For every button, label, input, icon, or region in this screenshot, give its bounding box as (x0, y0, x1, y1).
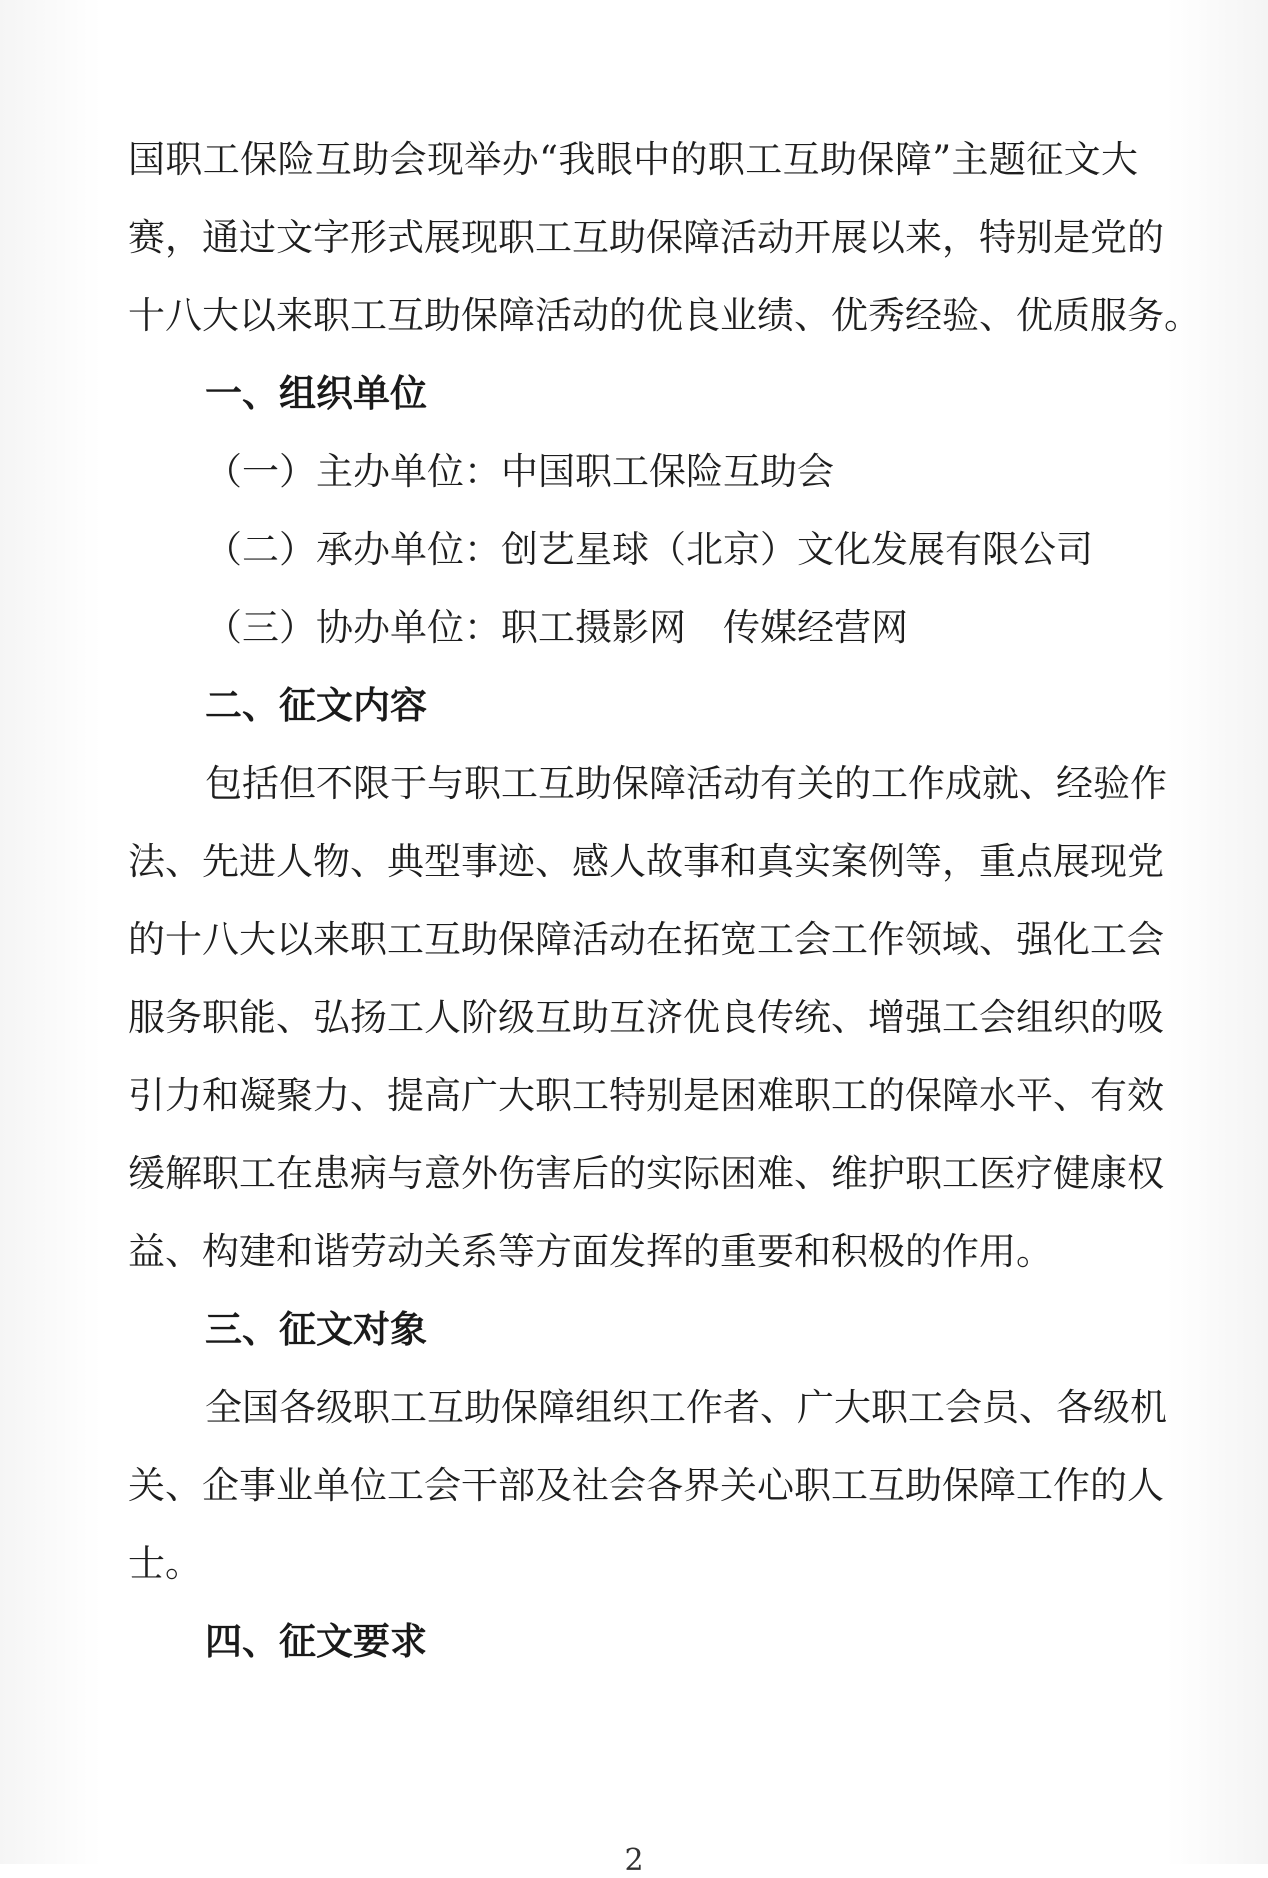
organizer-co-organizer: （三）协办单位：职工摄影网 传媒经营网 (205, 606, 908, 649)
section-heading-audience: 三、征文对象 (205, 1308, 427, 1351)
content-line-4: 服务职能、弘扬工人阶级互助互济优良传统、增强工会组织的吸 (128, 996, 1164, 1039)
organizer-undertaker: （二）承办单位：创艺星球（北京）文化发展有限公司 (205, 528, 1093, 571)
audience-line-2: 关、企事业单位工会干部及社会各界关心职工互助保障工作的人 (128, 1464, 1164, 1507)
section-heading-content: 二、征文内容 (205, 684, 427, 727)
intro-line-2: 赛，通过文字形式展现职工互助保障活动开展以来，特别是党的 (128, 216, 1164, 259)
intro-line-3: 十八大以来职工互助保障活动的优良业绩、优秀经验、优质服务。 (128, 294, 1201, 337)
section-heading-requirements: 四、征文要求 (205, 1620, 427, 1663)
page-number: 2 (624, 1843, 644, 1878)
content-line-5: 引力和凝聚力、提高广大职工特别是困难职工的保障水平、有效 (128, 1074, 1164, 1117)
organizer-host: （一）主办单位：中国职工保险互助会 (205, 450, 834, 493)
audience-line-1: 全国各级职工互助保障组织工作者、广大职工会员、各级机 (205, 1386, 1167, 1429)
content-line-3: 的十八大以来职工互助保障活动在拓宽工会工作领域、强化工会 (128, 918, 1164, 961)
content-line-6: 缓解职工在患病与意外伤害后的实际困难、维护职工医疗健康权 (128, 1152, 1164, 1195)
intro-line-1: 国职工保险互助会现举办“我眼中的职工互助保障”主题征文大 (128, 138, 1138, 181)
content-line-1: 包括但不限于与职工互助保障活动有关的工作成就、经验作 (205, 762, 1167, 805)
content-line-2: 法、先进人物、典型事迹、感人故事和真实案例等，重点展现党 (128, 840, 1164, 883)
audience-line-3: 士。 (128, 1542, 202, 1585)
content-line-7: 益、构建和谐劳动关系等方面发挥的重要和积极的作用。 (128, 1230, 1053, 1273)
section-heading-organizers: 一、组织单位 (205, 372, 427, 415)
